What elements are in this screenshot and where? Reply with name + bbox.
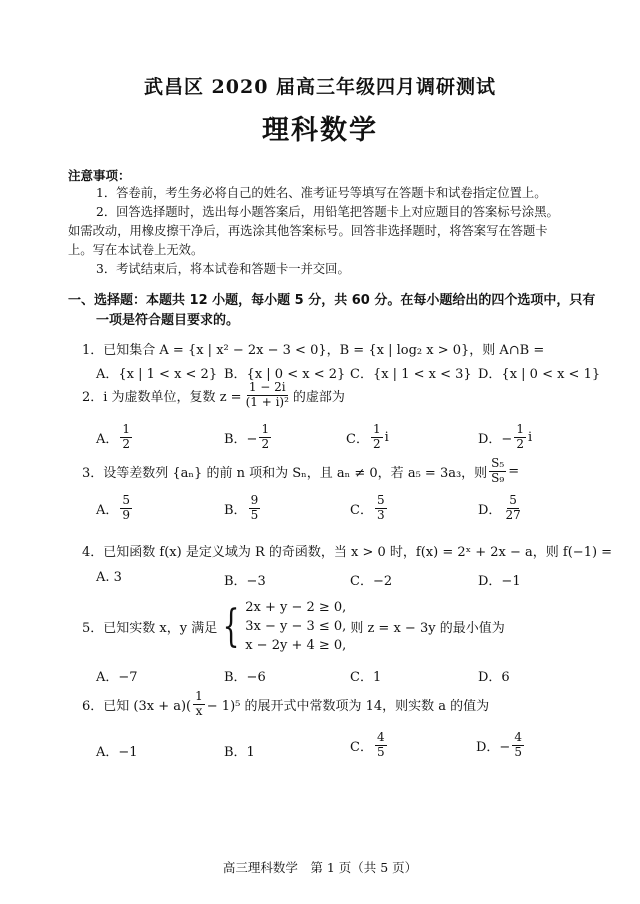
q3-a-den: 9 — [122, 507, 131, 522]
question-1: 1．已知集合 A = {x | x² − 2x − 3 < 0}，B = {x | log₂ x > 0}，则 A∩B = — [82, 343, 545, 358]
q6-d-label: D．− — [476, 739, 511, 755]
question-3 — [82, 457, 519, 486]
q1-option-a: A．{x | 1 < x < 2} — [96, 367, 218, 382]
q3-a-label: A． — [96, 502, 119, 518]
q5-option-b: B．−6 — [224, 670, 266, 685]
subject-title: 理科数学 — [262, 115, 378, 146]
q3-a-frac — [120, 494, 132, 523]
q3-stem-end: = — [508, 463, 520, 479]
q6-frac-den: x — [195, 703, 203, 718]
q3-d-den: 27 — [505, 507, 521, 522]
q5-constraints — [245, 598, 346, 655]
q2-b-num: 1 — [261, 422, 270, 436]
q2-a-num: 1 — [122, 422, 131, 436]
section-heading-cont: 一项是符合题目要求的。 — [96, 313, 240, 328]
q2-c-den: 2 — [372, 436, 381, 451]
notes-heading: 注意事项： — [68, 168, 131, 183]
q3-d-frac — [503, 494, 522, 523]
q6-option-c — [350, 731, 389, 760]
q3-frac-num: S₅ — [491, 456, 505, 470]
page-footer: 高三理科数学 第 1 页（共 5 页） — [222, 860, 418, 875]
q5-stem: 5．已知实数 x，y 满足 — [82, 621, 218, 636]
q5-constraint-3: x − 2y + 4 ≥ 0, — [245, 638, 347, 653]
q3-option-b — [224, 494, 262, 523]
exam-title: 武昌区 2020 届高三年级四月调研测试 — [143, 76, 497, 98]
q6-d-den: 5 — [514, 744, 522, 759]
q3-d-label: D． — [478, 502, 502, 518]
q2-option-b — [224, 423, 273, 452]
q6-d-num: 4 — [514, 730, 522, 744]
q6-fraction — [193, 690, 205, 719]
q2-d-suffix: i — [527, 429, 533, 445]
question-2 — [82, 381, 345, 410]
q4-option-d: D．−1 — [478, 574, 521, 589]
q5-option-c: C．1 — [350, 670, 382, 685]
q2-c-frac — [371, 423, 383, 452]
q1-option-d: D．{x | 0 < x < 1} — [478, 367, 601, 382]
q2-frac-num: 1 − 2i — [248, 380, 286, 394]
q3-c-label: C． — [350, 502, 373, 518]
note-1: 1．答卷前，考生务必将自己的姓名、准考证号等填写在答题卡和试卷指定位置上。 — [96, 186, 547, 200]
question-5 — [82, 598, 505, 655]
q6-c-frac — [375, 731, 387, 760]
q5-constraint-2: 3x − y − 3 ≤ 0, — [245, 619, 347, 634]
q5-stem-end: 则 z = x − 3y 的最小值为 — [350, 621, 505, 636]
q3-option-a — [96, 494, 134, 523]
q3-c-frac — [375, 494, 387, 523]
q5-constraint-1: 2x + y − 2 ≥ 0, — [245, 600, 347, 615]
q6-frac-num: 1 — [195, 689, 203, 703]
q6-c-num: 4 — [376, 730, 385, 744]
q2-a-den: 2 — [122, 436, 131, 451]
q6-stem: 6．已知 (3x + a)( — [82, 698, 192, 714]
q6-stem-end: − 1)⁵ 的展开式中常数项为 14，则实数 a 的值为 — [206, 698, 490, 714]
q2-c-num: 1 — [372, 422, 381, 436]
q6-c-den: 5 — [376, 744, 385, 759]
q2-stem-end: 的虚部为 — [292, 389, 345, 405]
q2-option-d — [478, 423, 532, 452]
q2-c-suffix: i — [384, 429, 389, 445]
q2-d-frac — [514, 423, 526, 452]
q2-d-num: 1 — [516, 422, 524, 436]
q2-a-label: A． — [96, 431, 119, 447]
q3-d-num: 5 — [509, 493, 517, 507]
q5-brace: { — [222, 600, 240, 652]
q2-option-a — [96, 423, 134, 452]
q6-option-d — [476, 731, 526, 760]
q6-d-frac — [512, 731, 524, 760]
question-4: 4．已知函数 f(x) 是定义域为 R 的奇函数，当 x > 0 时，f(x) = 2ˣ + 2x − a，则 f(−1) = — [82, 545, 613, 560]
q2-b-den: 2 — [261, 436, 270, 451]
q3-stem: 3．设等差数列 {aₙ} 的前 n 项和为 Sₙ，且 aₙ ≠ 0，若 a₅ = 3a₃，则 — [82, 465, 488, 481]
q1-option-c: C．{x | 1 < x < 3} — [350, 367, 472, 382]
q3-c-den: 3 — [376, 507, 385, 522]
q2-b-frac — [259, 423, 271, 452]
q2-d-label: D．− — [478, 431, 513, 447]
section-heading: 一、选择题：本题共 12 小题，每小题 5 分，共 60 分。在每小题给出的四个选项中，只有 — [68, 293, 596, 308]
note-2-cont2: 上。写在本试卷上无效。 — [68, 243, 204, 257]
q3-option-d — [478, 494, 525, 523]
q3-c-num: 5 — [376, 493, 385, 507]
q3-fraction — [489, 457, 506, 486]
q4-option-c: C．−2 — [350, 574, 393, 589]
q2-d-den: 2 — [516, 436, 524, 451]
q4-option-a: A. 3 — [96, 570, 122, 585]
q2-fraction — [244, 381, 291, 410]
q5-option-d: D．6 — [478, 670, 510, 685]
q2-frac-den: (1 + i)² — [245, 394, 289, 409]
note-3: 3．考试结束后，将本试卷和答题卡一并交回。 — [96, 262, 350, 276]
q3-b-num: 9 — [250, 493, 259, 507]
q4-option-b: B．−3 — [224, 574, 266, 589]
q2-b-label: B．− — [224, 431, 258, 447]
q2-c-label: C． — [346, 431, 369, 447]
q6-option-a: A．−1 — [96, 745, 138, 760]
q3-b-frac — [249, 494, 261, 523]
q2-option-c — [346, 423, 389, 452]
q6-c-label: C． — [350, 739, 373, 755]
q2-a-frac — [120, 423, 132, 452]
q1-option-b: B．{x | 0 < x < 2} — [224, 367, 346, 382]
note-2: 2．回答选择题时，选出每小题答案后，用铅笔把答题卡上对应题目的答案标号涂黑。 — [96, 205, 559, 219]
q3-a-num: 5 — [122, 493, 131, 507]
question-6 — [82, 690, 489, 719]
q3-b-label: B． — [224, 502, 247, 518]
q3-frac-den: S₉ — [491, 470, 505, 485]
q6-option-b: B．1 — [224, 745, 255, 760]
q2-stem: 2．i 为虚数单位，复数 z = — [82, 389, 242, 405]
q5-option-a: A．−7 — [96, 670, 138, 685]
q3-option-c — [350, 494, 389, 523]
q3-b-den: 5 — [250, 507, 259, 522]
note-2-cont: 如需改动，用橡皮擦干净后，再选涂其他答案标号。回答非选择题时，将答案写在答题卡 — [68, 224, 548, 238]
